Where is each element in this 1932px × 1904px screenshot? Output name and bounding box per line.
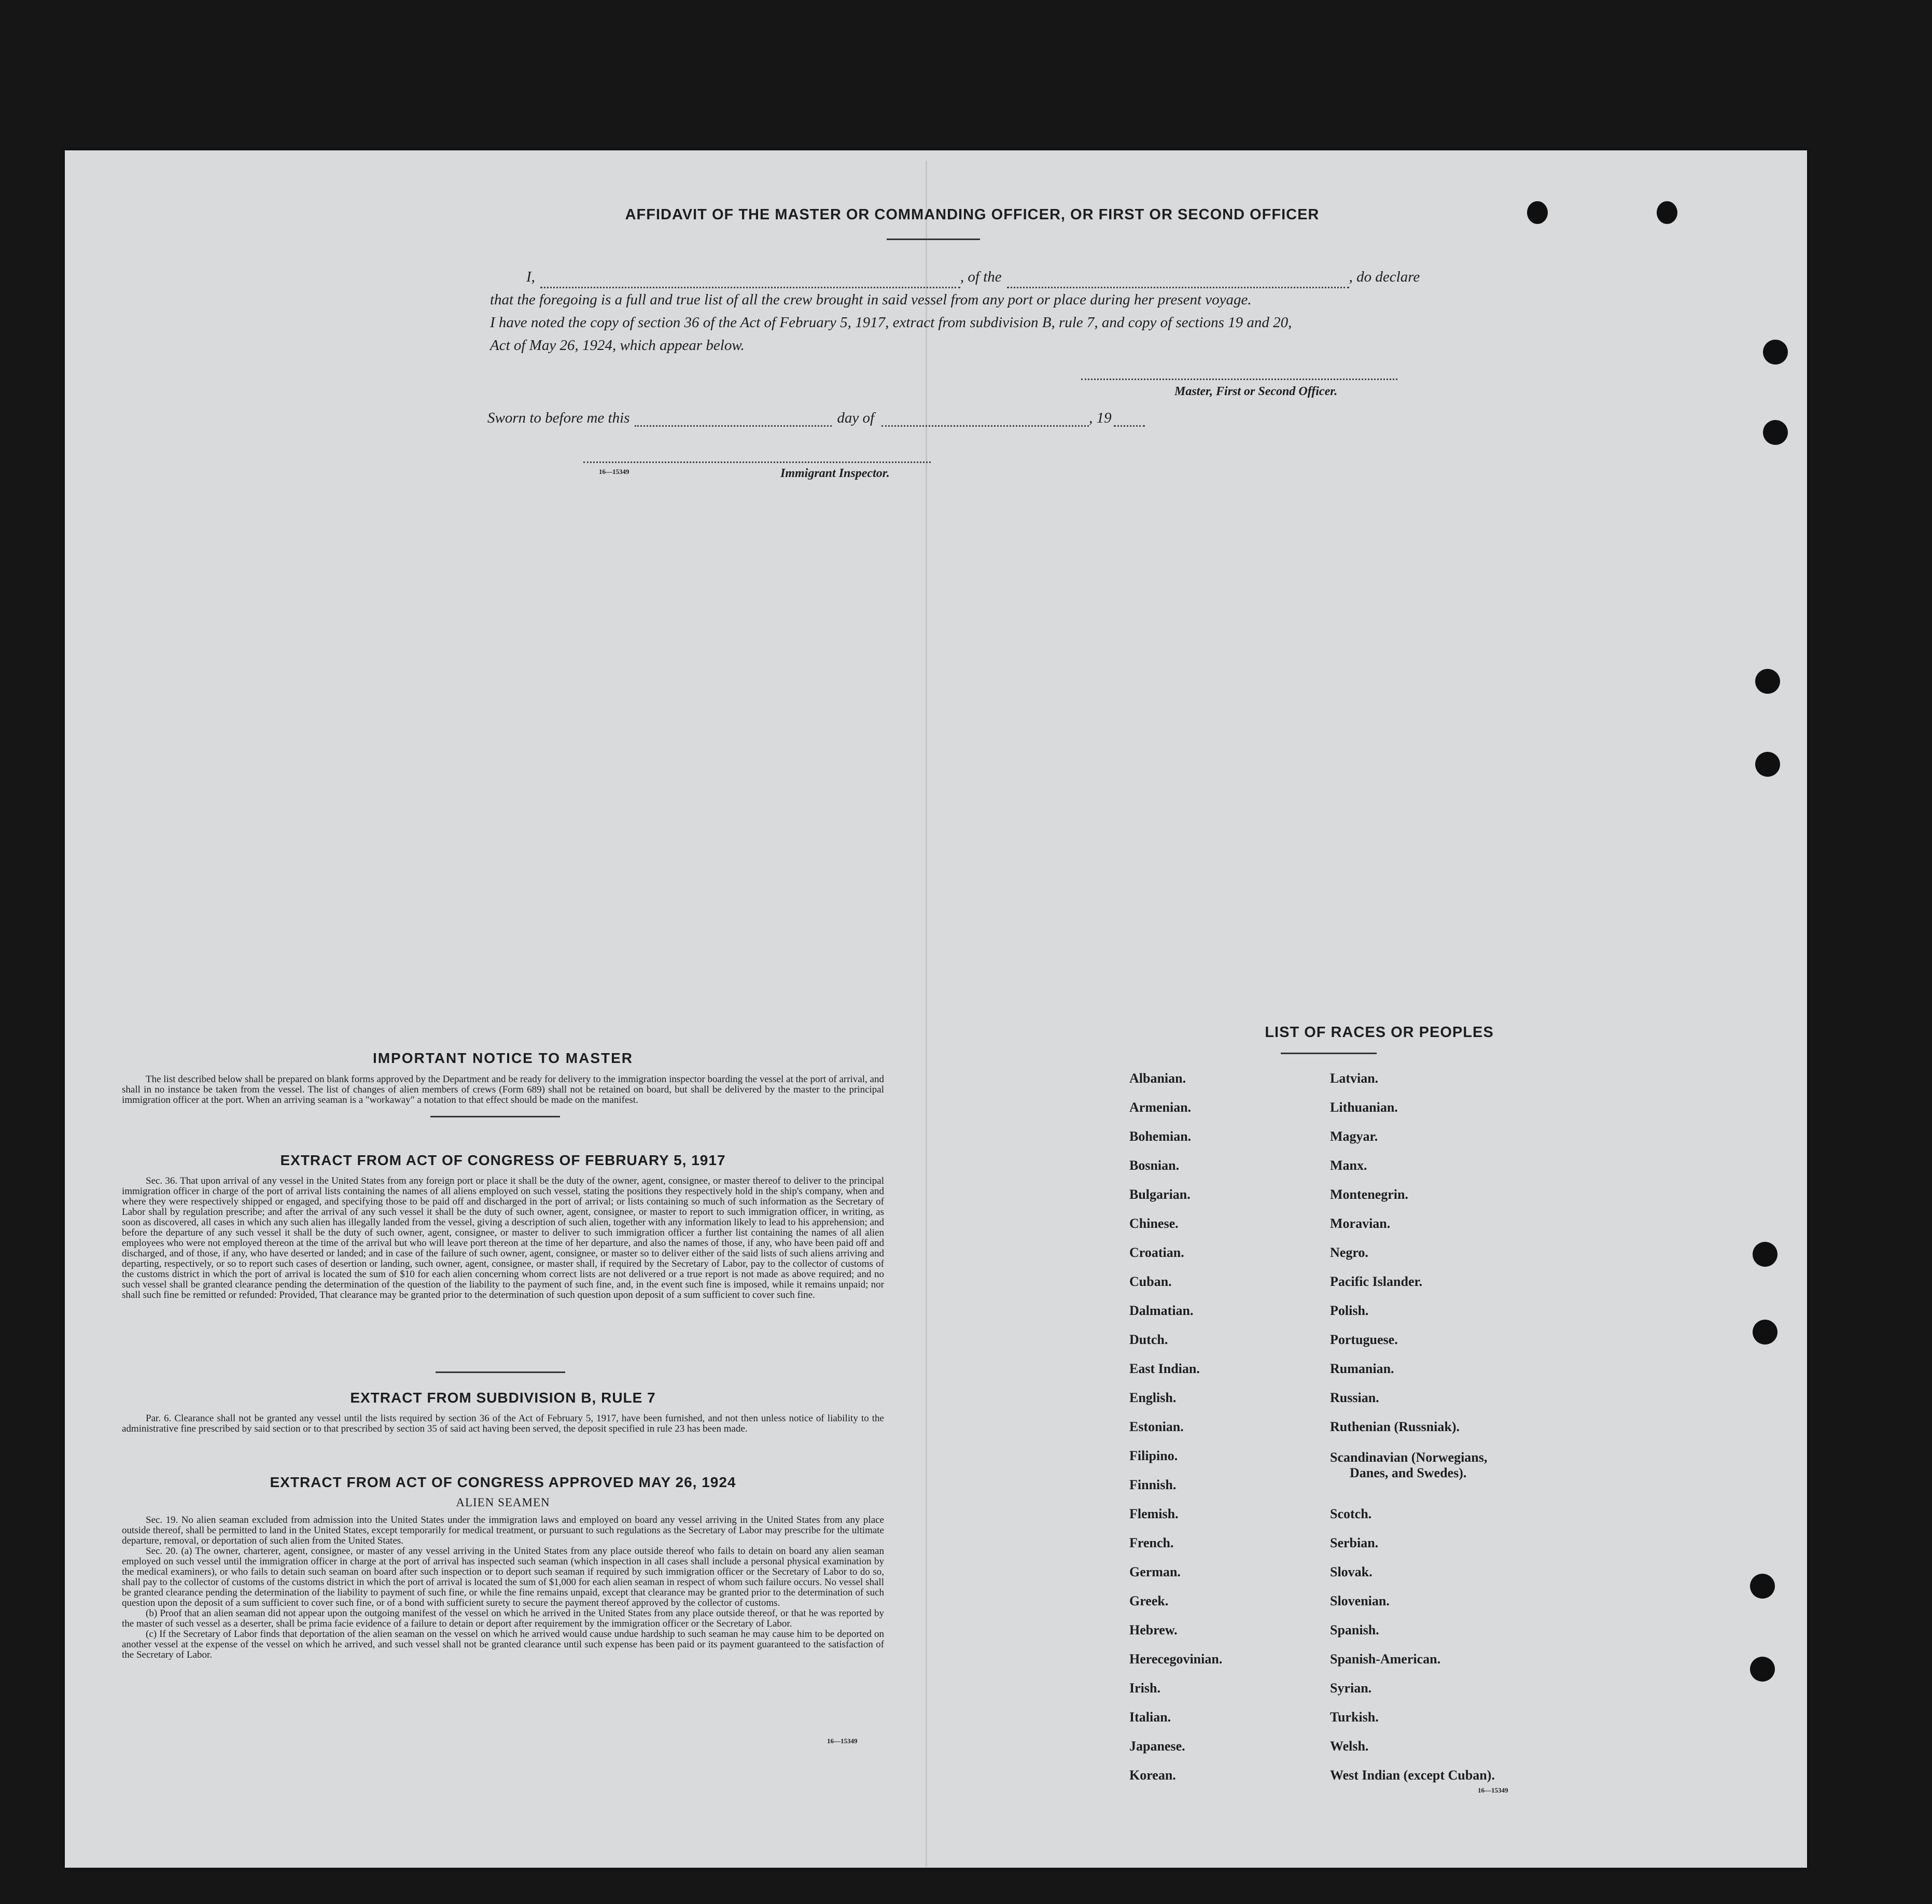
- affidavit-line-4: Act of May 26, 1924, which appear below.: [490, 337, 745, 354]
- affidavit-body: [490, 265, 1491, 357]
- day-of-label: day of: [837, 410, 875, 426]
- race-right: Magyar.: [1330, 1129, 1378, 1144]
- extract-1924-title: EXTRACT FROM ACT OF CONGRESS APPROVED MAY 26, 1924: [270, 1474, 736, 1490]
- sworn-line: [487, 410, 1145, 427]
- sec-19: Sec. 19. No alien seaman excluded from admission into the United States under the immigration laws and employed on board any vessel arriving in the United States from any place outside thereof, shall be permitted to land in the United States, except temporarily for medical treatment, or pursuant to such regulations as the Secretary of Labor may prescribe for the ultimate departure, removal, or deportation of such alien from the United States.: [122, 1515, 884, 1546]
- punch-hole: [1763, 420, 1788, 445]
- title-divider: [1281, 1053, 1377, 1054]
- extract-1917-text: Sec. 36. That upon arrival of any vessel in the United States from any foreign port or place it shall be the duty of the owner, agent, consignee, or master thereof to deliver to the principal immigration officer in charge of the port of arrival lists containing the names of all aliens employed on such vessel, stating the positions they respectively hold in the ship's company, when and where they were respectively shipped or engaged, and specifying those to be paid off and discharged in the port of arrival; or lists containing so much of such information as the Secretary of Labor shall by regulation prescribe; and after the arrival of any such vessel it shall be the duty of such owner, agent, consignee, or master to report to such immigration officer, in writing, as soon as discovered, all cases in which any such alien has illegally landed from the vessel, giving a description of such alien, together with any information likely to lead to his apprehension; and before the departure of any such vessel it shall be the duty of such owner, agent, consignee, or master to deliver to such immigration officer a further list containing the names of all alien employees who were not employed thereon at the time of the arrival but who will leave port thereon at the time of her departure, and also the names of those, if any, who have been paid off and discharged, and of those, if any, who have deserted or landed; and in case of the failure of such owner, agent, consignee, or master so to deliver either of the said lists of such aliens arriving and departing, respectively, or so to report such cases of desertion or landing, such owner, agent, consignee, or master shall, if required by the Secretary of Labor, pay to the collector of customs of the customs district in which the port of arrival is located the sum of $10 for each alien concerning whom correct lists are not delivered or a true report is not made as above required; and no such vessel shall be granted clearance pending the determination of the question of the liability to the payment of such fine, and, in the event such fine is imposed, while it remains unpaid; nor shall such fine be remitted or refunded: Provided, That clearance may be granted prior to the determination of such question upon deposit of a sum sufficient to cover such fine.: [122, 1175, 884, 1300]
- race-right: Montenegrin.: [1330, 1187, 1408, 1202]
- race-right: Latvian.: [1330, 1071, 1379, 1086]
- race-left: Dutch.: [1129, 1332, 1168, 1347]
- race-right: Serbian.: [1330, 1535, 1379, 1550]
- race-left: Flemish.: [1129, 1506, 1179, 1521]
- affidavit-line-1: [490, 265, 1491, 288]
- divider: [430, 1116, 560, 1117]
- race-right: Manx.: [1330, 1158, 1367, 1173]
- race-left: Filipino.: [1129, 1448, 1178, 1463]
- race-right: Polish.: [1330, 1303, 1369, 1318]
- race-left: Irish.: [1129, 1681, 1160, 1696]
- vessel-field[interactable]: [1007, 272, 1349, 288]
- punch-hole: [1753, 1320, 1777, 1345]
- race-right: Scandinavian (Norwegians,: [1330, 1450, 1488, 1465]
- race-right: Moravian.: [1330, 1216, 1391, 1231]
- title-divider: [887, 239, 980, 240]
- race-right: Spanish-American.: [1330, 1651, 1441, 1667]
- race-left: Croatian.: [1129, 1245, 1184, 1260]
- affidavit-declare: , do declare: [1349, 269, 1420, 285]
- race-left: Armenian.: [1129, 1100, 1192, 1115]
- affidavit-line-3: I have noted the copy of section 36 of the Act of February 5, 1917, extract from subdivision B, rule 7, and copy of sections 19 and 20,: [490, 314, 1292, 331]
- form-number: 16—15349: [827, 1737, 858, 1745]
- affidavit-i: I,: [526, 269, 535, 285]
- punch-hole: [1750, 1657, 1775, 1682]
- punch-hole: [1755, 669, 1780, 694]
- punch-hole-mark: [1657, 201, 1677, 224]
- race-left: Herecegovinian.: [1129, 1651, 1223, 1667]
- race-right: Negro.: [1330, 1245, 1368, 1260]
- punch-hole-mark: [1527, 201, 1548, 224]
- inspector-signature-field[interactable]: [583, 461, 931, 463]
- form-number: 16—15349: [1478, 1786, 1508, 1794]
- race-left: French.: [1129, 1535, 1174, 1550]
- form-number: 16—15349: [599, 468, 629, 475]
- race-left: Italian.: [1129, 1710, 1171, 1725]
- race-right: Russian.: [1330, 1390, 1379, 1405]
- race-right: West Indian (except Cuban).: [1330, 1768, 1495, 1783]
- rule-7-text: Par. 6. Clearance shall not be granted any vessel until the lists required by section 36 of the Act of February 5, 1917, have been furnished, and not then unless notice of liability to the administrative fine prescribed by said section or to that prescribed by section 35 of said act having been served, the deposit specified in rule 23 has been made.: [122, 1413, 884, 1434]
- extract-1924-text: [122, 1515, 884, 1660]
- notice-title: IMPORTANT NOTICE TO MASTER: [372, 1050, 634, 1066]
- race-left: Albanian.: [1129, 1071, 1186, 1086]
- race-left: Korean.: [1129, 1768, 1176, 1783]
- sworn-year-field[interactable]: [1114, 412, 1145, 427]
- sworn-label: Sworn to before me this: [487, 410, 630, 426]
- race-left: Finnish.: [1129, 1477, 1177, 1492]
- form-page: [65, 150, 1807, 1868]
- race-left: Bosnian.: [1129, 1158, 1180, 1173]
- race-left: Japanese.: [1129, 1739, 1185, 1754]
- race-right: Pacific Islander.: [1330, 1274, 1423, 1289]
- officer-label: Master, First or Second Officer.: [1174, 385, 1338, 398]
- sworn-day-field[interactable]: [635, 412, 832, 427]
- alien-seamen-subtitle: ALIEN SEAMEN: [456, 1496, 550, 1509]
- sworn-month-field[interactable]: [881, 412, 1089, 427]
- punch-hole: [1755, 752, 1780, 777]
- sec-20b: (b) Proof that an alien seaman did not appear upon the outgoing manifest of the vessel on which he arrived in the United States from any place outside thereof, or that he was reported by the master of such vessel as a deserter, shall be prima facie evidence of a failure to detain or deport after requirement by the immigration officer or the Secretary of Labor.: [122, 1608, 884, 1629]
- race-left: German.: [1129, 1564, 1181, 1579]
- officer-signature-field[interactable]: [1081, 379, 1397, 380]
- affidavit-title: AFFIDAVIT OF THE MASTER OR COMMANDING OFFICER, OR FIRST OR SECOND OFFICER: [625, 206, 1320, 223]
- race-left: Chinese.: [1129, 1216, 1179, 1231]
- punch-hole: [1750, 1574, 1775, 1599]
- extract-1917-title: EXTRACT FROM ACT OF CONGRESS OF FEBRUARY 5, 1917: [280, 1152, 726, 1168]
- divider: [436, 1371, 565, 1373]
- race-left: Bohemian.: [1129, 1129, 1192, 1144]
- race-left: Hebrew.: [1129, 1622, 1178, 1637]
- race-right: Slovenian.: [1330, 1593, 1390, 1608]
- race-right: Danes, and Swedes).: [1350, 1465, 1467, 1480]
- race-left: East Indian.: [1129, 1361, 1200, 1376]
- notice-text: The list described below shall be prepared on blank forms approved by the Department and be ready for delivery to the immigration inspector boarding the vessel at the port of arrival, and shall in no instance be taken from the vessel. The list of changes of alien members of crews (Form 689) shall not be retained on board, but shall be delivered by the master to the principal immigration officer at the port. When an arriving seaman is a "workaway" a notation to that effect should be made on the manifest.: [122, 1074, 884, 1105]
- race-right: Spanish.: [1330, 1622, 1379, 1637]
- race-right: Syrian.: [1330, 1681, 1372, 1696]
- punch-hole: [1763, 340, 1788, 365]
- race-left: Estonian.: [1129, 1419, 1184, 1434]
- race-left: Greek.: [1129, 1593, 1169, 1608]
- name-field[interactable]: [540, 272, 960, 288]
- race-right: Rumanian.: [1330, 1361, 1394, 1376]
- sec-20a: Sec. 20. (a) The owner, charterer, agent, consignee, or master of any vessel arriving in the United States from any place outside thereof who fails to detain on board any alien seaman employed on such vessel until the immigration officer in charge at the port of arrival has inspected such seaman (which inspection in all cases shall include a personal physical examination by the medical examiners), or who fails to detain such seaman on board after such inspection or to deport such seaman if required by such immigration officer or the Secretary of Labor to do so, shall pay to the collector of customs of the customs district in which the port of arrival is located the sum of $1,000 for each alien seaman in respect of whom such failure occurs. No vessel shall be granted clearance pending the determination of the liability to payment of such fine, or while the fine remains unpaid, except that clearance may be granted prior to the determination of such question upon the deposit of a sum sufficient to cover such fine, or of a bond with sufficient surety to secure the payment thereof approved by the collector of customs.: [122, 1546, 884, 1608]
- race-left: English.: [1129, 1390, 1177, 1405]
- race-right: Scotch.: [1330, 1506, 1372, 1521]
- race-right: Slovak.: [1330, 1564, 1373, 1579]
- race-right: Ruthenian (Russniak).: [1330, 1419, 1460, 1434]
- race-left: Bulgarian.: [1129, 1187, 1191, 1202]
- race-left: Dalmatian.: [1129, 1303, 1194, 1318]
- punch-hole: [1753, 1242, 1777, 1267]
- race-right: Turkish.: [1330, 1710, 1379, 1725]
- race-right: Portuguese.: [1330, 1332, 1398, 1347]
- sec-20c: (c) If the Secretary of Labor finds that deportation of the alien seaman on the vessel on which he arrived would cause undue hardship to such seaman he may cause him to be deported on another vessel at the expense of the vessel on which he arrived, and such vessel shall not be granted clearance until such expense has been paid or its payment guaranteed to the satisfaction of the Secretary of Labor.: [122, 1629, 884, 1660]
- race-left: Cuban.: [1129, 1274, 1172, 1289]
- races-title: LIST OF RACES OR PEOPLES: [1265, 1024, 1494, 1041]
- inspector-label: Immigrant Inspector.: [780, 467, 890, 480]
- affidavit-of-the: , of the: [960, 269, 1002, 285]
- race-right: Lithuanian.: [1330, 1100, 1398, 1115]
- year-label: , 19: [1089, 410, 1112, 426]
- affidavit-line-2: that the foregoing is a full and true list of all the crew brought in said vessel from any port or place during her present voyage.: [490, 291, 1252, 308]
- rule-7-title: EXTRACT FROM SUBDIVISION B, RULE 7: [350, 1390, 656, 1406]
- race-right: Welsh.: [1330, 1739, 1369, 1754]
